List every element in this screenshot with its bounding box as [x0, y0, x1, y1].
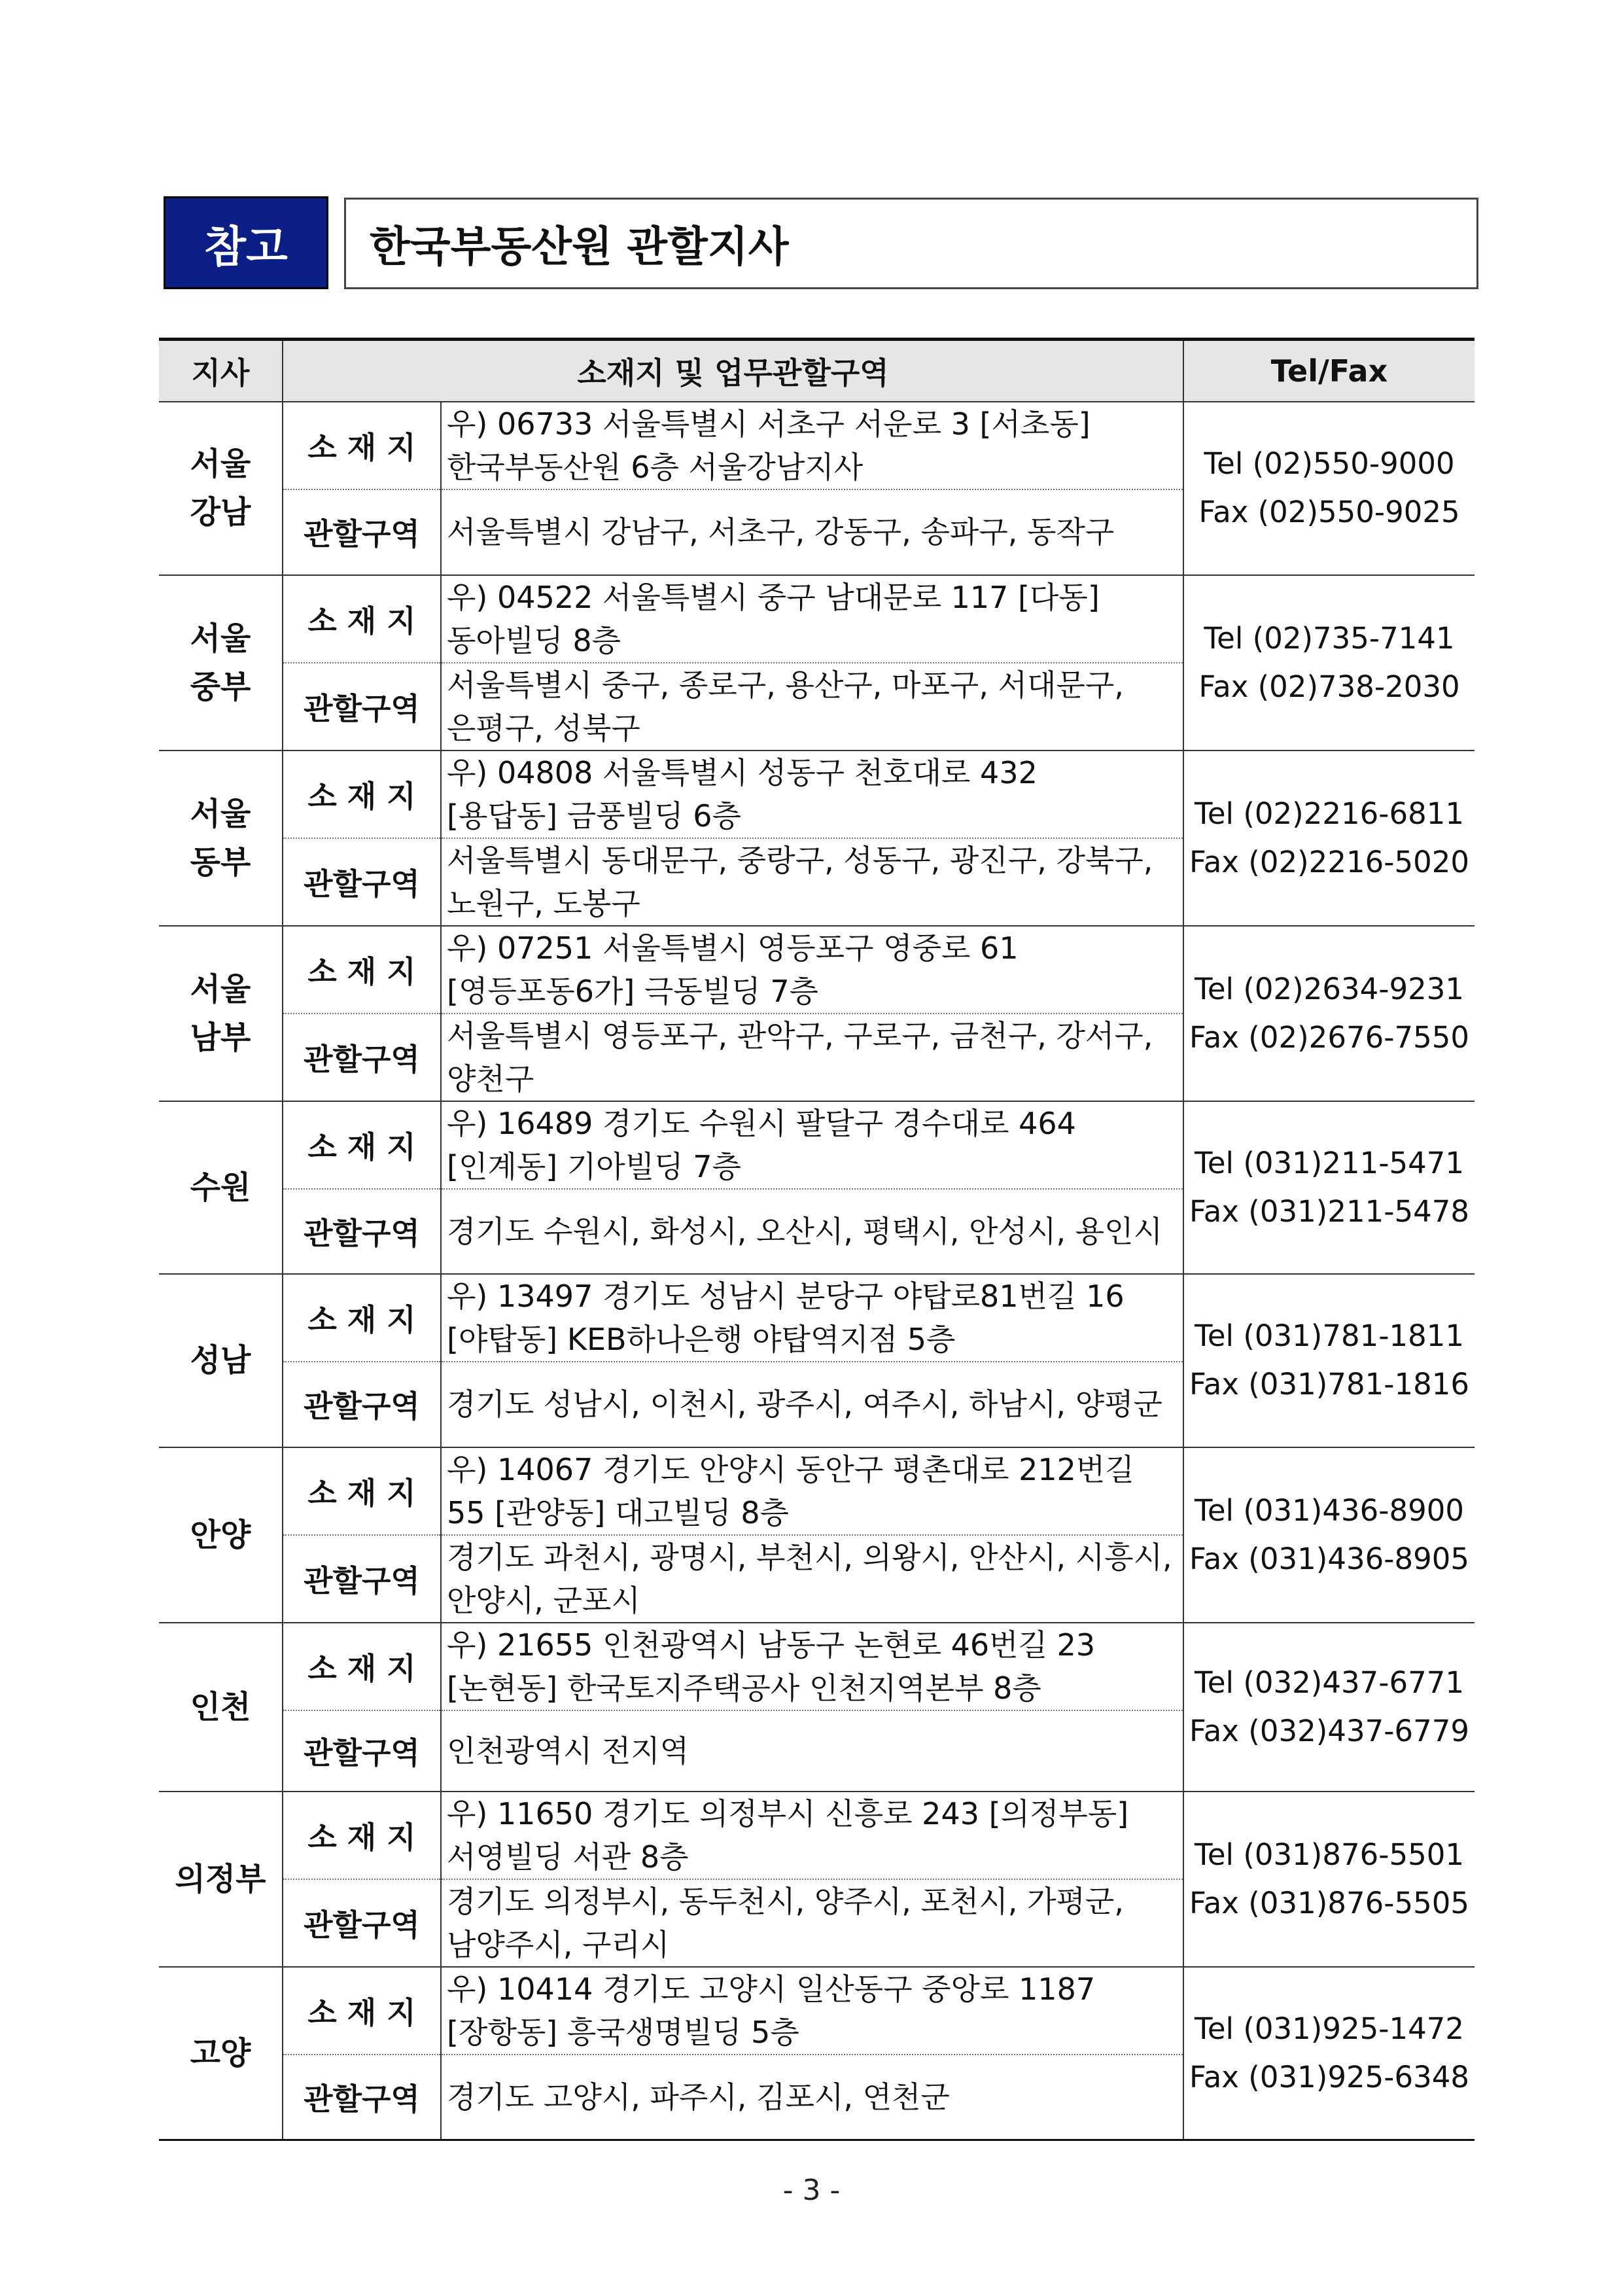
area-line: 서울특별시 동대문구, 중랑구, 성동구, 광진구, 강북구,: [447, 842, 1153, 878]
address-label: 소 재 지: [283, 926, 441, 1014]
tel-number: Tel (031)925-1472: [1195, 2011, 1465, 2046]
address-line: 우) 16489 경기도 수원시 팔달구 경수대로 464: [447, 1105, 1076, 1141]
fax-number: Fax (031)436-8905: [1189, 1541, 1469, 1576]
address-value: [441, 751, 1183, 838]
address-line: 우) 21655 인천광역시 남동구 논현로 46번길 23: [447, 1627, 1096, 1663]
branch-name: [159, 1274, 283, 1447]
area-label: 관할구역: [283, 663, 441, 751]
fax-number: Fax (02)550-9025: [1198, 495, 1460, 530]
tel-fax: [1183, 1792, 1475, 1967]
table-row: [159, 1792, 1475, 1879]
area-label: 관할구역: [283, 489, 441, 575]
tel-number: Tel (02)550-9000: [1204, 446, 1455, 482]
address-value: [441, 402, 1183, 489]
address-value: [441, 1967, 1183, 2055]
area-label: 관할구역: [283, 1362, 441, 1447]
tel-fax: [1183, 575, 1475, 751]
address-line: 우) 06733 서울특별시 서초구 서운로 3 [서초동]: [447, 406, 1091, 442]
address-label: 소 재 지: [283, 1792, 441, 1879]
branch-table: [159, 338, 1475, 2141]
area-line: 서울특별시 강남구, 서초구, 강동구, 송파구, 동작구: [447, 514, 1115, 550]
table-row: [159, 926, 1475, 1014]
address-label: 소 재 지: [283, 1447, 441, 1535]
fax-number: Fax (031)876-5505: [1189, 1885, 1469, 1920]
area-line: 안양시, 군포시: [447, 1582, 640, 1618]
tel-number: Tel (031)211-5471: [1195, 1145, 1465, 1180]
address-line: 동아빌딩 8층: [447, 622, 621, 658]
branch-name-line: 인천: [190, 1688, 251, 1725]
header-tel: Tel/Fax: [1183, 340, 1475, 402]
header-location: 소재지 및 업무관할구역: [283, 340, 1183, 402]
area-label: 관할구역: [283, 1189, 441, 1275]
tel-fax: [1183, 402, 1475, 575]
address-line: [영등포동6가] 극동빌딩 7층: [447, 973, 819, 1009]
address-value: [441, 1101, 1183, 1189]
branch-name-line: 강남: [190, 494, 251, 531]
branch-name: [159, 1792, 283, 1967]
table-row: [159, 402, 1475, 489]
branch-name: [159, 1101, 283, 1275]
area-line: 경기도 과천시, 광명시, 부천시, 의왕시, 안산시, 시흥시,: [447, 1539, 1172, 1575]
area-value: [441, 1879, 1183, 1967]
tel-fax: [1183, 751, 1475, 926]
tel-number: Tel (031)436-8900: [1195, 1492, 1465, 1528]
branch-name: [159, 1447, 283, 1623]
area-line: 남양주시, 구리시: [447, 1926, 670, 1962]
area-label: 관할구역: [283, 1535, 441, 1623]
branch-name-line: 동부: [190, 843, 251, 881]
tel-fax: [1183, 1101, 1475, 1275]
address-line: [장항동] 흥국생명빌딩 5층: [447, 2014, 799, 2050]
branch-name-line: 중부: [190, 668, 251, 705]
area-line: 서울특별시 중구, 종로구, 용산구, 마포구, 서대문구,: [447, 667, 1124, 703]
address-line: 우) 10414 경기도 고양시 일산동구 중앙로 1187: [447, 1971, 1096, 2007]
address-line: 우) 04522 서울특별시 중구 남대문로 117 [다동]: [447, 579, 1100, 615]
branch-name-line: 남부: [190, 1019, 251, 1056]
address-line: 서영빌딩 서관 8층: [447, 1839, 689, 1875]
table-row: [159, 1967, 1475, 2055]
address-line: 55 [관양동] 대고빌딩 8층: [447, 1494, 790, 1530]
address-line: [야탑동] KEB하나은행 야탑역지점 5층: [447, 1322, 956, 1357]
address-label: 소 재 지: [283, 751, 441, 838]
branch-name-line: 고양: [190, 2034, 251, 2072]
address-value: [441, 1274, 1183, 1362]
address-value: [441, 1447, 1183, 1535]
tel-number: Tel (031)876-5501: [1195, 1837, 1465, 1872]
address-value: [441, 1623, 1183, 1710]
tel-fax: [1183, 926, 1475, 1101]
area-line: 서울특별시 영등포구, 관악구, 구로구, 금천구, 강서구,: [447, 1017, 1153, 1053]
area-label: 관할구역: [283, 1014, 441, 1101]
area-label: 관할구역: [283, 1879, 441, 1967]
branch-name-line: 서울: [190, 970, 251, 1008]
address-line: 한국부동산원 6층 서울강남지사: [447, 450, 864, 485]
area-value: [441, 1014, 1183, 1101]
tel-fax: [1183, 1623, 1475, 1792]
area-value: [441, 1362, 1183, 1447]
address-label: 소 재 지: [283, 1274, 441, 1362]
area-line: 경기도 성남시, 이천시, 광주시, 여주시, 하남시, 양평군: [447, 1386, 1162, 1422]
area-value: [441, 838, 1183, 926]
branch-name-line: 서울: [190, 446, 251, 483]
table-row: [159, 575, 1475, 663]
fax-number: Fax (031)781-1816: [1189, 1367, 1469, 1402]
page-number: - 3 -: [782, 2174, 841, 2207]
tel-fax: [1183, 1967, 1475, 2140]
tel-fax: [1183, 1447, 1475, 1623]
table-row: [159, 1447, 1475, 1535]
fax-number: Fax (02)2216-5020: [1189, 844, 1469, 879]
address-value: [441, 926, 1183, 1014]
branch-name-line: 성남: [190, 1342, 251, 1379]
branch-name: [159, 1623, 283, 1792]
table-row: [159, 1274, 1475, 1362]
tel-number: Tel (02)735-7141: [1204, 620, 1455, 656]
tel-number: Tel (032)437-6771: [1195, 1665, 1465, 1700]
address-line: [인계동] 기아빌딩 7층: [447, 1148, 741, 1184]
header-branch: 지사: [159, 340, 283, 402]
area-line: 인천광역시 전지역: [447, 1733, 689, 1769]
address-label: 소 재 지: [283, 1623, 441, 1710]
area-value: [441, 1189, 1183, 1275]
branch-name: [159, 926, 283, 1101]
area-label: 관할구역: [283, 838, 441, 926]
tel-number: Tel (02)2634-9231: [1195, 971, 1465, 1006]
fax-number: Fax (031)925-6348: [1189, 2059, 1469, 2094]
address-line: [용답동] 금풍빌딩 6층: [447, 798, 741, 834]
tel-number: Tel (02)2216-6811: [1195, 796, 1465, 831]
branch-name-line: 의정부: [175, 1860, 266, 1898]
area-value: [441, 489, 1183, 575]
address-label: 소 재 지: [283, 1967, 441, 2055]
table-row: [159, 1623, 1475, 1710]
branch-name-line: 서울: [190, 620, 251, 657]
area-line: 경기도 의정부시, 동두천시, 양주시, 포천시, 가평군,: [447, 1883, 1124, 1919]
area-value: [441, 2055, 1183, 2140]
area-line: 노원구, 도봉구: [447, 885, 640, 921]
area-line: 경기도 고양시, 파주시, 김포시, 연천군: [447, 2079, 950, 2115]
address-line: 우) 14067 경기도 안양시 동안구 평촌대로 212번길: [447, 1451, 1134, 1487]
address-label: 소 재 지: [283, 575, 441, 663]
area-line: 은평구, 성북구: [447, 710, 640, 746]
tel-fax: [1183, 1274, 1475, 1447]
branch-name: [159, 402, 283, 575]
area-line: 경기도 수원시, 화성시, 오산시, 평택시, 안성시, 용인시: [447, 1213, 1162, 1249]
section-header: [164, 196, 1478, 289]
fax-number: Fax (031)211-5478: [1189, 1193, 1469, 1229]
area-line: 양천구: [447, 1061, 534, 1097]
address-label: 소 재 지: [283, 1101, 441, 1189]
branch-name: [159, 751, 283, 926]
table-row: [159, 1101, 1475, 1189]
area-label: 관할구역: [283, 2055, 441, 2140]
branch-name-line: 안양: [190, 1516, 251, 1553]
area-value: [441, 1710, 1183, 1792]
address-label: 소 재 지: [283, 402, 441, 489]
fax-number: Fax (02)738-2030: [1198, 669, 1460, 704]
branch-name: [159, 575, 283, 751]
address-line: [논현동] 한국토지주택공사 인천지역본부 8층: [447, 1670, 1041, 1706]
branch-name-line: 서울: [190, 795, 251, 832]
tel-number: Tel (031)781-1811: [1195, 1318, 1465, 1354]
area-value: [441, 663, 1183, 751]
fax-number: Fax (02)2676-7550: [1189, 1019, 1469, 1055]
address-value: [441, 575, 1183, 663]
page-title: 한국부동산원 관할지사: [344, 198, 1478, 289]
area-value: [441, 1535, 1183, 1623]
address-line: 우) 04808 서울특별시 성동구 천호대로 432: [447, 754, 1038, 790]
address-line: 우) 11650 경기도 의정부시 신흥로 243 [의정부동]: [447, 1795, 1129, 1831]
address-line: 우) 13497 경기도 성남시 분당구 야탑로81번길 16: [447, 1279, 1125, 1314]
area-label: 관할구역: [283, 1710, 441, 1792]
fax-number: Fax (032)437-6779: [1189, 1713, 1469, 1748]
table-row: [159, 751, 1475, 838]
branch-name-line: 수원: [190, 1169, 251, 1206]
address-line: 우) 07251 서울특별시 영등포구 영중로 61: [447, 930, 1019, 966]
reference-badge: 참고: [164, 196, 328, 289]
address-value: [441, 1792, 1183, 1879]
table-header-row: [159, 340, 1475, 402]
branch-name: [159, 1967, 283, 2140]
